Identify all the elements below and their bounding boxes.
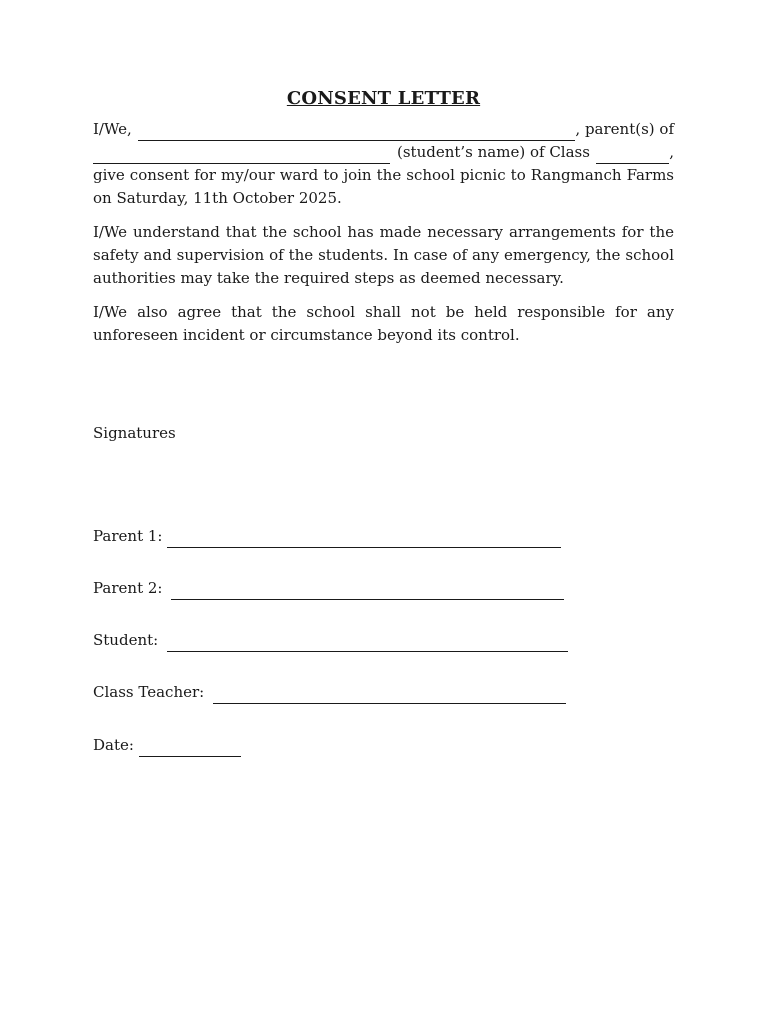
parents-of-label: , parent(s) of bbox=[575, 120, 674, 138]
class-teacher-signature-row bbox=[93, 681, 566, 704]
parent1-signature-blank[interactable] bbox=[167, 531, 561, 548]
parent2-label: Parent 2: bbox=[93, 579, 163, 597]
safety-paragraph: I/We understand that the school has made necessary arrangements for the safety and supervision of the students. In case of any emergency, the school authorities may take the required steps as deemed necessary. bbox=[93, 223, 674, 287]
class-blank[interactable] bbox=[596, 147, 669, 164]
class-teacher-signature-blank[interactable] bbox=[213, 687, 566, 704]
class-teacher-label: Class Teacher: bbox=[93, 683, 205, 701]
parent1-label: Parent 1: bbox=[93, 527, 163, 545]
date-row bbox=[93, 734, 241, 757]
parent2-signature-row bbox=[93, 577, 564, 600]
student-name-blank[interactable] bbox=[93, 147, 390, 164]
date-blank[interactable] bbox=[139, 740, 241, 757]
parent-name-line bbox=[93, 118, 674, 141]
student-label: Student: bbox=[93, 631, 159, 649]
parent2-signature-blank[interactable] bbox=[171, 583, 564, 600]
student-signature-row bbox=[93, 629, 568, 652]
class-comma: , bbox=[669, 143, 674, 161]
parent-name-blank[interactable] bbox=[138, 124, 576, 141]
letter-title: CONSENT LETTER bbox=[286, 88, 481, 109]
consent-text: give consent for my/our ward to join the school picnic to Rangmanch Farms on Saturday, 11th October 2025. bbox=[93, 166, 674, 207]
signatures-heading: Signatures bbox=[93, 424, 176, 442]
student-signature-blank[interactable] bbox=[167, 635, 568, 652]
liability-paragraph: I/We also agree that the school shall not be held responsible for any unforeseen incident or circumstance beyond its control. bbox=[93, 303, 674, 344]
student-name-line bbox=[93, 141, 674, 164]
parent1-signature-row bbox=[93, 525, 561, 548]
letter-body bbox=[93, 86, 674, 358]
consent-paragraph bbox=[93, 118, 674, 210]
iwe-label: I/We, bbox=[93, 120, 132, 138]
student-name-class-label: (student’s name) of Class bbox=[397, 143, 590, 161]
date-label: Date: bbox=[93, 736, 134, 754]
